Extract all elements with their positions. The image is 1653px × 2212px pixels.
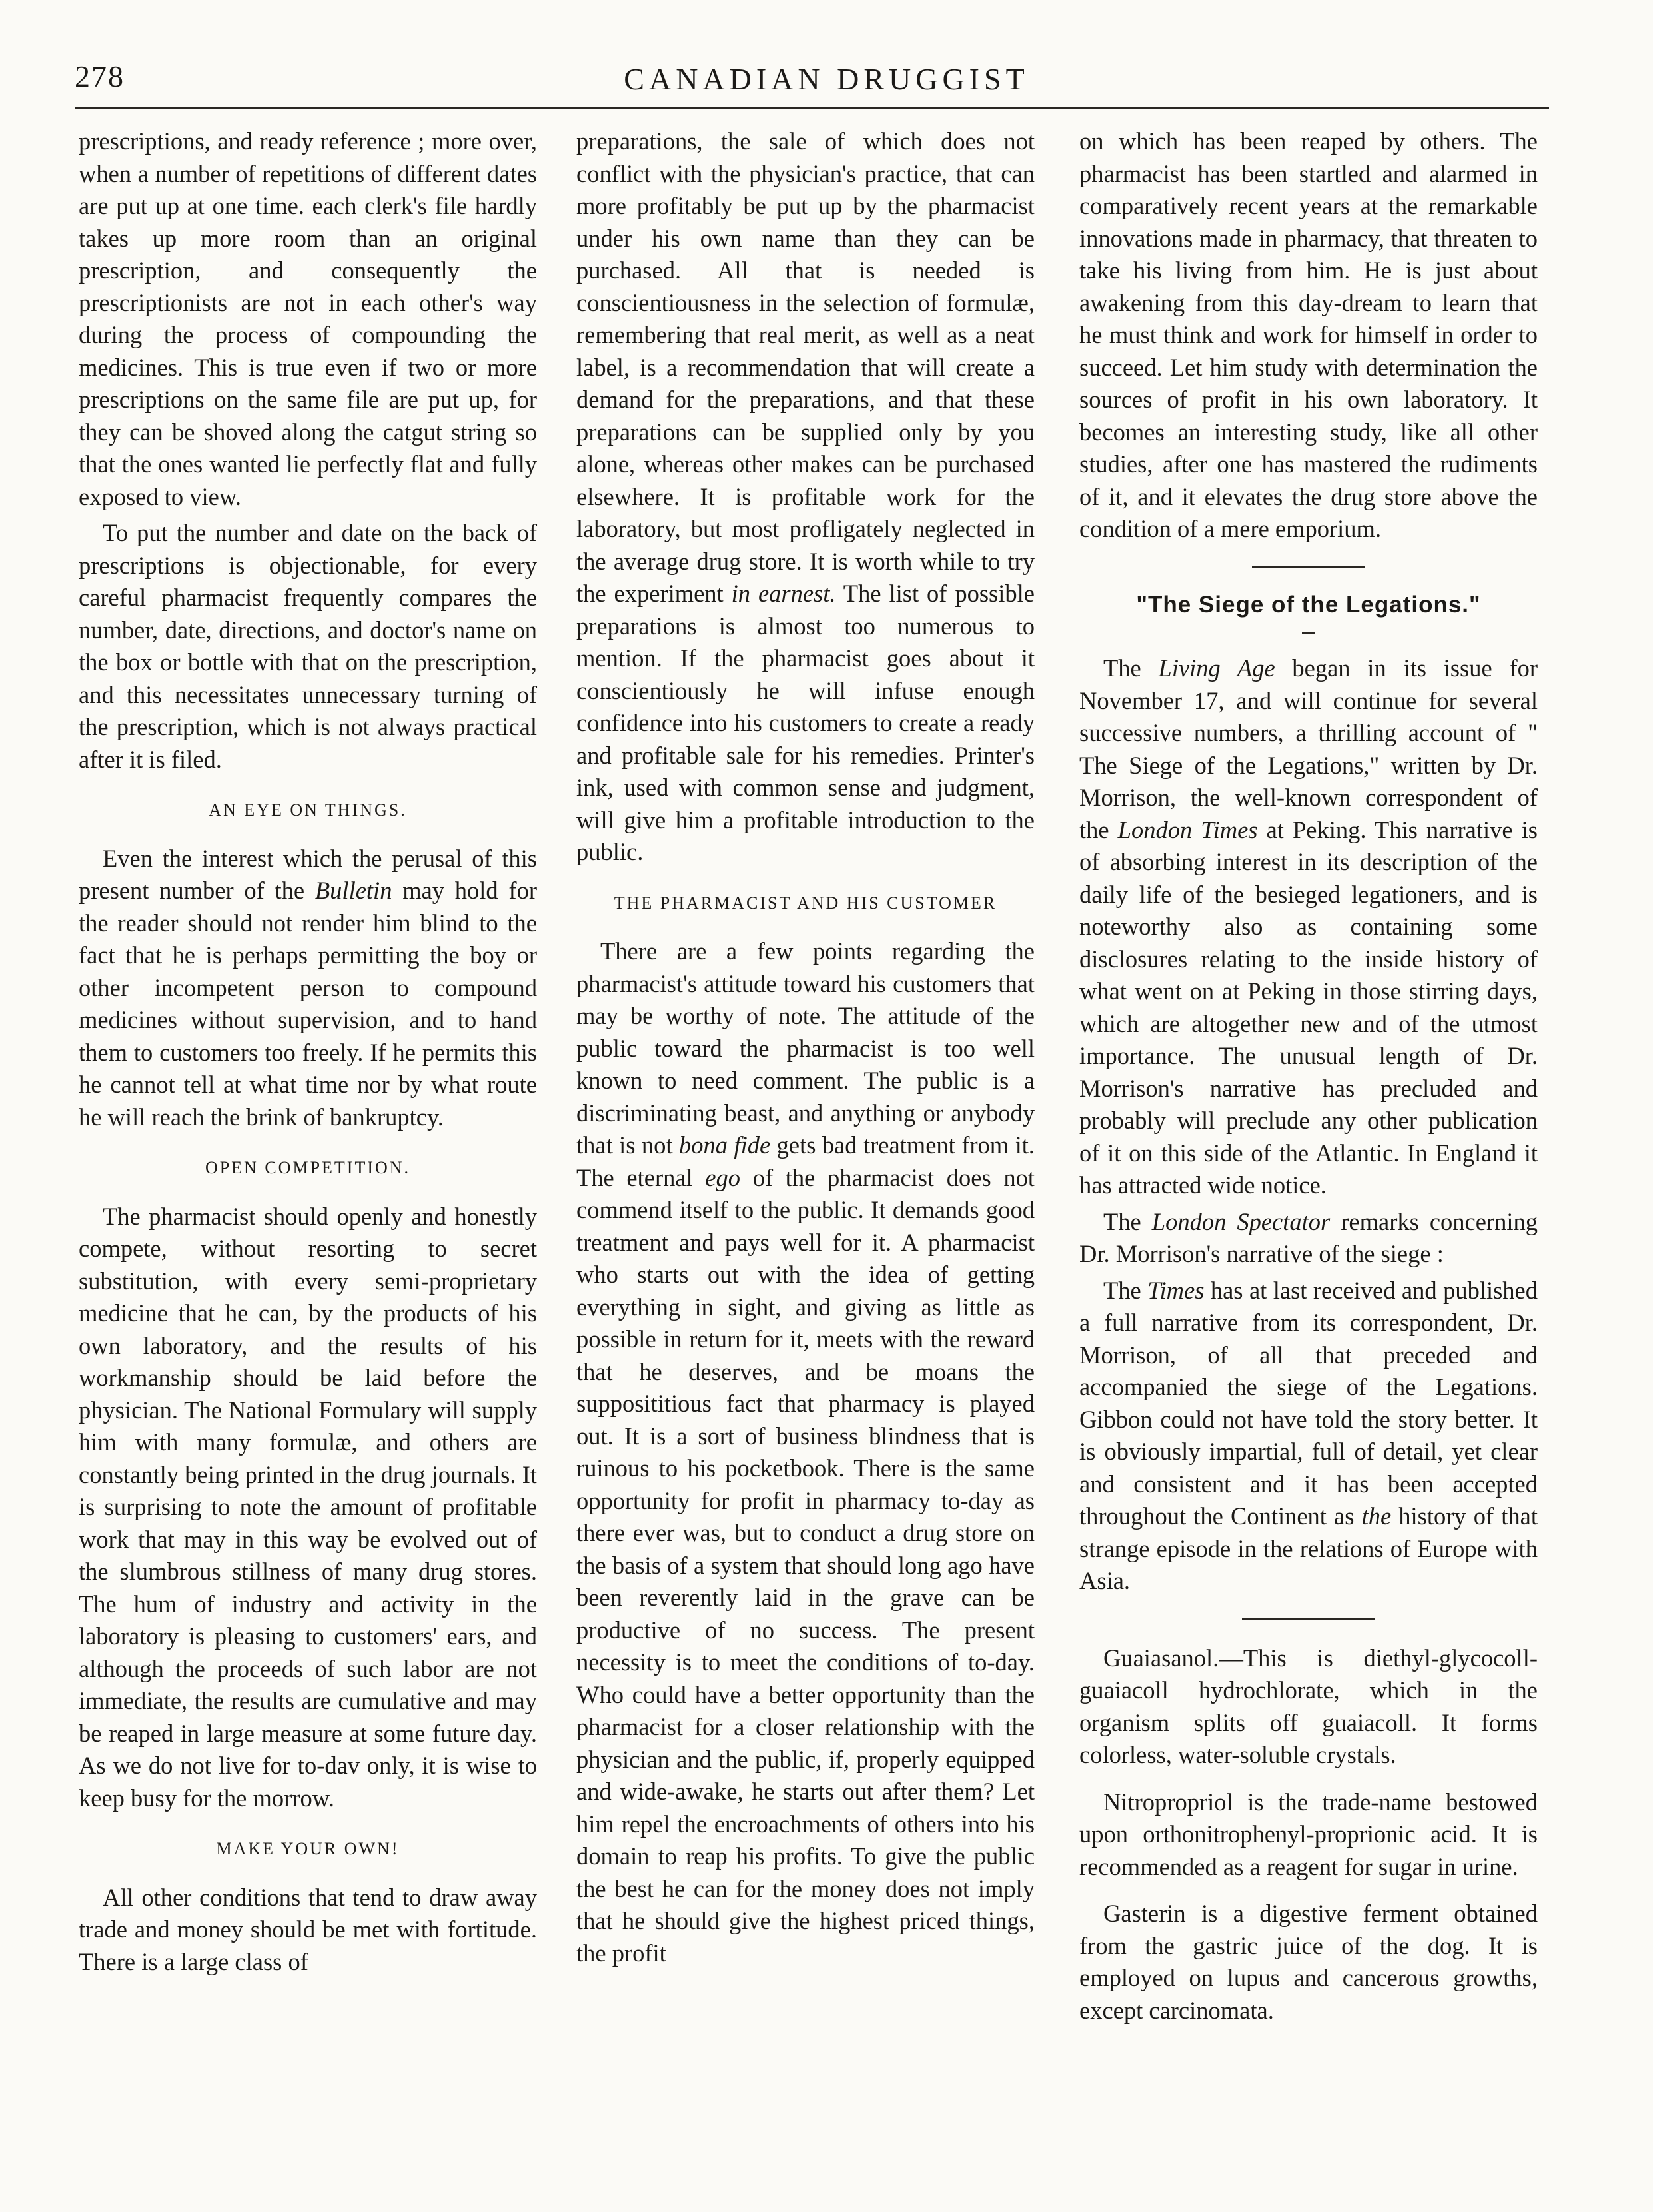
paragraph: All other conditions that tend to draw away trade and money should be met with fortitude. There is a large class of — [79, 1883, 537, 1975]
italic-text: Times — [1147, 1276, 1205, 1304]
note-paragraph: Guaiasanol.—This is diethyl-glycocoll-guaiacoll hydrochlorate, which in the organism splits off guaiacoll. It forms colorless, water-soluble crystals. — [1079, 1644, 1538, 1768]
italic-text: Bulletin — [314, 877, 392, 904]
section-divider — [1242, 1618, 1375, 1620]
page-header — [0, 0, 1653, 113]
header-rule — [75, 107, 1549, 109]
section-divider — [1252, 566, 1365, 568]
paragraph: on which has been reaped by others. The pharmacist has been startled and alarmed in comparatively recent years at the remarkable innovations made in pharmacy, that threaten to take his living from him. He is just about awakening from this day-dream to learn that he must think and work for himself in order to succeed. Let him study with determination the sources of profit in his own laboratory. It becomes an interesting study, like all other studies, after one has mastered the rudiments of it, and it elevates the drug store above the condition of a mere emporium. — [1079, 127, 1538, 542]
running-title: CANADIAN DRUGGIST — [624, 62, 1029, 96]
paragraph: preparations, the sale of which does not conflict with the physician's practice, that can more profitably be put up by the pharmacist under his own name than they can be purchased. All that is needed is conscientiousness in the selection of formulæ, remembering that real merit, as well as a neat label, is a recommendation that will create a demand for the preparations, and that these preparations can be supplied only by you alone, whereas other makes can be purchased elsewhere. It is profitable work for the laboratory, but most profligately neglected in the average drug store. It is worth while to try the experiment in earnest. The list of possible preparations is almost too numerous to mention. If the pharmacist goes about it conscientiously he will infuse enough confidence into his customers to create a ready and profitable sale for his remedies. Printer's ink, used with common sense and judgment, will give him a profitable introduction to the public. — [576, 127, 1035, 865]
italic-text: Living Age — [1158, 654, 1275, 682]
article-title: "The Siege of the Legations." — [1136, 591, 1481, 618]
note-paragraph: Nitropropriol is the trade-name bestowed upon orthonitrophenyl-proprionic acid. It is recommended as a reagent for sugar in urine. — [1079, 1788, 1538, 1880]
paragraph: The Living Age began in its issue for November 17, and will continue for several successive numbers, a thrilling account of " The Siege of the Legations," written by Dr. Morrison, the well-known correspondent of the London Times at Peking. This narrative is of absorbing interest in its description of the daily life of the besieged legationers, and is noteworthy also as containing some disclosures relating to the inside history of what went on at Peking in those stirring days, which are altogether new and of the utmost importance. The unusual length of Dr. Morrison's narrative has precluded and probably will preclude any other publication of it on this side of the Atlantic. In England it has attracted wide notice. — [1079, 654, 1538, 1199]
quotation: The Times has at last received and published a full narrative from its correspondent, Dr. Morrison, of all that preceded and accompanied the siege of the Legations. Gibbon could not have told the story better. It is obviously impartial, full of detail, yet clear and consistent and it has been accepted throughout the Continent as the history of that strange episode in the relations of Europe with Asia. — [1079, 1276, 1538, 1594]
paragraph: The London Spectator remarks concerning Dr. Morrison's narrative of the siege : — [1079, 1207, 1538, 1267]
italic-text: in earnest. — [731, 580, 836, 607]
italic-text: London Times — [1117, 816, 1258, 843]
note-paragraph: Gasterin is a digestive ferment obtained from the gastric juice of the dog. It is employed on lupus and cancerous growths, except carcinomata. — [1079, 1900, 1538, 2024]
column-3 — [1079, 125, 1538, 2031]
italic-text: London Spectator — [1151, 1207, 1331, 1235]
italic-text: the — [1361, 1502, 1392, 1530]
section-heading: MAKE YOUR OWN! — [216, 1839, 400, 1858]
paragraph: There are a few points regarding the pharmacist's attitude toward his customers that may be worthy of note. The attitude of the public toward the pharmacist is too well known to need comment. The public is a discriminating beast, and anything or anybody that is not bona fide gets bad treatment from it. The eternal ego of the pharmacist does not commend itself to the public. It demands good treatment and pays well for it. A pharmacist who starts out with the idea of getting everything in sight, and giving as little as possible in return for it, meets with the reward that he deserves, and be moans the supposititious fact that pharmacy is played out. It is a sort of business blindness that is ruinous to his pocketbook. There is the same opportunity for profit in pharmacy to-day as there ever was, but to conduct a drug store on the basis of a system that should long ago have been reverently laid in the grave can be productive of no success. The present necessity is to meet the conditions of to-day. Who could have a better opportunity than the pharmacist for a closer relationship with the physician and the public, if, properly equipped and wide-awake, he starts out after them? Let him repel the encroachments of others into his domain to reap his profits. To give the public the best he can for the money does not imply that he should give the highest priced things, the profit — [576, 937, 1035, 1967]
title-dash — [1302, 632, 1315, 634]
paragraph: To put the number and date on the back of prescriptions is objectionable, for every careful pharmacist frequently compares the number, date, directions, and doctor's name on the box or bottle with that on the prescription, and this necessitates unnecessary turning of the prescription, which is not always practical after it is filed. — [79, 519, 537, 773]
paragraph: Even the interest which the perusal of this present number of the Bulletin may hold for the reader should not render him blind to the fact that he is perhaps permitting the boy or other incompetent person to compound medicines without supervision, and to hand them to customers too freely. If he permits this he cannot tell at what time nor by what route he will reach the brink of bankruptcy. — [79, 844, 537, 1131]
section-heading: AN EYE ON THINGS. — [209, 800, 407, 820]
section-heading: OPEN COMPETITION. — [205, 1158, 411, 1177]
section-heading: THE PHARMACIST AND HIS CUSTOMER — [614, 893, 997, 913]
italic-text: ego — [705, 1163, 741, 1191]
column-1 — [79, 125, 537, 1982]
paragraph: The pharmacist should openly and honestly compete, without resorting to secret substitution, with every semi-proprietary medicine that he can, by the products of his own laboratory, and the results of his workmanship should be laid before the physician. The National Formulary will supply him with many formulæ, and others are constantly being printed in the drug journals. It is surprising to note the amount of profitable work that may in this way be evolved out of the slumbrous stillness of many drug stores. The hum of industry and activity in the laboratory is pleasing to customers' ears, and although the proceeds of such labor are not immediate, the results are cumulative and may be reaped in large measure at some future day. As we do not live for to-dav only, it is wise to keep busy for the morrow. — [79, 1202, 537, 1812]
page-number: 278 — [75, 59, 125, 93]
column-2 — [576, 125, 1035, 1973]
paragraph: prescriptions, and ready reference ; more over, when a number of repetitions of different dates are put up at one time. each clerk's file hardly takes up more room than an original prescription, and consequently the prescriptionists are not in each other's way during the process of compounding the medicines. This is true even if two or more prescriptions on the same file are put up, for they can be shoved along the catgut string so that the ones wanted lie perfectly flat and fully exposed to view. — [79, 127, 537, 510]
italic-text: bona fide — [679, 1131, 771, 1159]
